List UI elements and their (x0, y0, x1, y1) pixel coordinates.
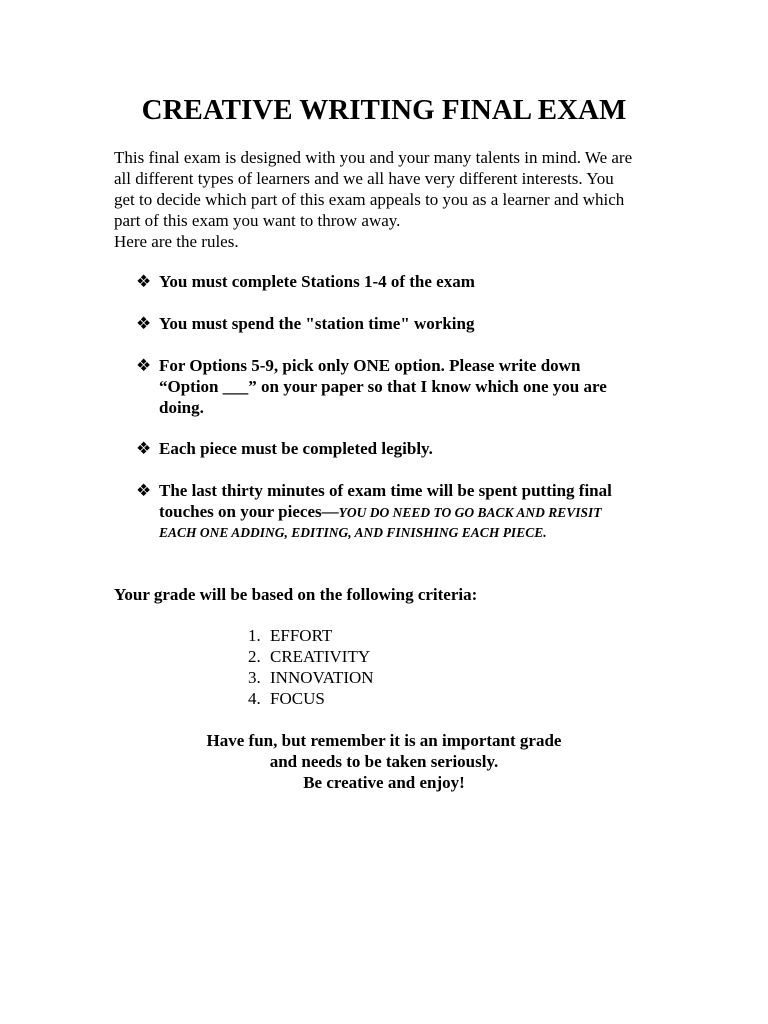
diamond-bullet-icon: ❖ (136, 481, 152, 500)
criteria-number: 3. (248, 668, 261, 687)
closing-line: Be creative and enjoy! (303, 773, 465, 792)
criteria-number: 2. (248, 647, 261, 666)
diamond-bullet-icon: ❖ (136, 439, 152, 458)
rule-text: For Options 5-9, pick only ONE option. Please write down (159, 356, 581, 375)
rule-text: Each piece must be completed legibly. (159, 439, 433, 458)
diamond-bullet-icon: ❖ (136, 314, 152, 333)
rule-text: “Option ___” on your paper so that I know which one you are (159, 377, 607, 396)
rule-text: doing. (159, 398, 204, 417)
criteria-label: CREATIVITY (270, 647, 371, 666)
intro-line: get to decide which part of this exam appeals to you as a learner and which (114, 190, 625, 209)
rule-text: touches on your pieces— (159, 502, 339, 521)
diamond-bullet-icon: ❖ (136, 272, 152, 291)
criteria-label: EFFORT (270, 626, 333, 645)
closing-line: Have fun, but remember it is an important grade (206, 731, 562, 750)
rule-text-line (159, 501, 602, 523)
intro-line: all different types of learners and we all have very different interests. You (114, 169, 614, 188)
intro-line: Here are the rules. (114, 232, 239, 251)
criteria-item (248, 688, 325, 709)
page-title: CREATIVE WRITING FINAL EXAM (141, 94, 627, 126)
criteria-item (248, 667, 374, 688)
intro-line: This final exam is designed with you and your many talents in mind. We are (114, 148, 633, 167)
rule-emphasis: YOU DO NEED TO GO BACK AND REVISIT (338, 505, 602, 520)
diamond-bullet-icon: ❖ (136, 356, 152, 375)
criteria-item (248, 625, 332, 646)
rule-emphasis: EACH ONE ADDING, EDITING, AND FINISHING EACH PIECE. (159, 525, 547, 540)
criteria-number: 1. (248, 626, 261, 645)
criteria-label: FOCUS (270, 689, 325, 708)
rule-text: The last thirty minutes of exam time will be spent putting final (159, 481, 612, 500)
criteria-number: 4. (248, 689, 261, 708)
criteria-label: INNOVATION (270, 668, 374, 687)
rule-text: You must spend the "station time" working (159, 314, 475, 333)
rule-text: You must complete Stations 1-4 of the exam (159, 272, 475, 291)
criteria-heading: Your grade will be based on the following criteria: (114, 585, 478, 604)
criteria-item (248, 646, 370, 667)
closing-line: and needs to be taken seriously. (269, 752, 499, 771)
intro-line: part of this exam you want to throw away. (114, 211, 401, 230)
